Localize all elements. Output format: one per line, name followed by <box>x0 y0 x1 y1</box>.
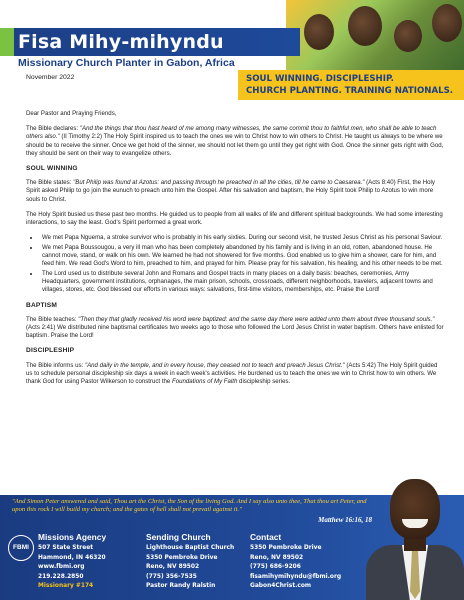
missionary-name-title: Fisa Mihy-mihyndu <box>18 31 224 53</box>
disc-book-title: Foundations of My Faith <box>171 378 238 386</box>
missions-agency-title: Missions Agency <box>38 532 107 542</box>
contact-website-link[interactable]: Gabon4Christ.com <box>250 583 312 590</box>
footer-verse: "And Simon Peter answered and said, Thou art the Christ, the Son of the living God. And I say also unto thee, That thou art Peter, and upon this rock I will build my church; and the gates of hell shall not prevail against it." <box>12 498 367 514</box>
section-heading-discipleship: DISCIPLESHIP <box>26 347 75 355</box>
disc-lead: The Bible informs us: <box>26 361 85 369</box>
intro-paragraph <box>26 125 444 158</box>
disc-rest: (Acts 5:42) The Holy Spirit guided us to schedule personal discipleship six days a week in each week's activities. He burdened us to teach the ones we win to Christ how to win others. We thank God for using Pastor Wilkerson to construct the <box>26 361 438 386</box>
sending-address-line: 5350 Pembroke Drive <box>146 554 218 561</box>
list-item: • We met Papa Boussougou, a very ill man who has been completely abandoned by his family and is living in an old, rotten, abandoned house. He cannot move, stand, or walk on his own. We learned he had not showered for five months. God enabled us to give him a shower, care for him, and feed him. We read God's Word to him, preached to him, and prayed for him. Please pray for his salvation, his healing, and his other needs to be met. <box>40 244 444 269</box>
soul-winning-paragraph <box>26 179 444 204</box>
missions-city-line: Hammond, IN 46320 <box>38 554 106 561</box>
soul-lead: The Bible states: <box>26 179 74 187</box>
missions-phone: 219.228.2850 <box>38 573 84 580</box>
footer-missions-agency <box>38 532 106 592</box>
soul-winning-paragraph-2: The Holy Spirit busied us these past two months. He guided us to people from all walks of life and different spiritual backgrounds. We had some interesting interactions, to say the least. God's Spirit performed a great work. <box>26 210 443 227</box>
missions-address-line: 507 State Street <box>38 545 94 551</box>
footer-contact <box>250 532 341 592</box>
section-heading-baptism: BAPTISM <box>26 301 58 309</box>
footer-sending-church <box>146 532 234 592</box>
intro-lead: The Bible declares: <box>26 125 80 133</box>
discipleship-paragraph <box>26 362 444 387</box>
sending-pastor: Pastor Randy Ralstin <box>146 583 216 590</box>
missionary-subtitle: Missionary Church Planter in Gabon, Africa <box>18 57 235 69</box>
slogan-line-2: CHURCH PLANTING. TRAINING NATIONALS. <box>246 86 454 96</box>
slogan-line-1: SOUL WINNING. DISCIPLESHIP. <box>246 74 394 84</box>
soul-rest: (Acts 8:40) First, the Holy Spirit asked Philip to go join the eunuch to preach unto him the Gospel. After his salvation and baptism, the Holy Spirit took Philip to Azotus to win more souls to Christ. <box>26 179 435 203</box>
sending-church-title: Sending Church <box>146 532 211 542</box>
newsletter-header <box>0 0 464 98</box>
soul-winning-list <box>40 234 444 294</box>
missions-website-link[interactable]: www.fbmi.org <box>38 564 85 571</box>
contact-email-link[interactable]: fisamihymihyndu@fbmi.org <box>250 573 342 580</box>
contact-title: Contact <box>250 532 282 542</box>
greeting: Dear Pastor and Praying Friends, <box>26 110 117 117</box>
intro-quote: "And the things that thou hast heard of me among many witnesses, the same commit thou to faithful men, who shall be able to teach others also." <box>26 125 437 141</box>
fbmi-logo: FBMI <box>8 535 34 561</box>
list-item: • The Lord used us to distribute several John and Romans and Gospel tracts in many places on a daily basis: beaches, ceremonies, Army Headquarters, government institutions, orphanages, the main prison, schools, crossroads, different neighborhoods, travelers, adjacent towns and villages, stores, etc. God blessed our efforts in various ways: salvations, first-time visitors, memberships, etc. Praise the Lord! <box>40 270 444 295</box>
missionary-number: Missionary #174 <box>38 583 94 590</box>
missionary-portrait <box>366 475 464 600</box>
sending-phone: (775) 356-7535 <box>146 573 197 580</box>
baptism-lead: The Bible teaches: <box>26 315 79 323</box>
letter-body <box>26 110 444 393</box>
contact-phone: (775) 686-9206 <box>250 564 301 571</box>
contact-address-line: 5350 Pembroke Drive <box>250 545 322 551</box>
disc-quote: "And daily in the temple, and in every house, they ceased not to teach and preach Jesus Christ." <box>84 361 345 369</box>
section-heading-soul-winning: SOUL WINNING <box>26 165 78 173</box>
contact-city-line: Reno, NV 89502 <box>250 554 304 561</box>
sending-city-line: Reno, NV 89502 <box>146 564 200 571</box>
list-item: • We met Papa Nguema, a stroke survivor who is probably in his early sixties. During our second visit, he trusted Jesus Christ as his personal Saviour. <box>40 234 444 242</box>
baptism-paragraph <box>26 316 444 341</box>
sending-church-name: Lighthouse Baptist Church <box>146 545 235 551</box>
title-accent-bar <box>0 28 14 56</box>
header-photo-collage <box>286 0 464 72</box>
intro-rest: (II Timothy 2:2) The Holy Spirit inspired us to teach the ones we win to Christ how to win others to Christ. He taught us always to be where we should be to receive the sinner. Once we get hold of the sinner, we should not let them go until they get right with God. Once the sinner gets right with God, they should be sent on their way to evangelize others. <box>26 133 444 157</box>
baptism-rest: (Acts 2:41) We distributed nine baptismal certificates two weeks ago to those who followed the Lord Jesus Christ in water baptism. Others have enlisted for baptism. Praise the Lord! <box>26 324 444 340</box>
disc-end: discipleship series. <box>237 378 291 386</box>
baptism-quote: "Then they that gladly received his word were baptized: and the same day there were added unto them about three thousand souls." <box>78 315 435 323</box>
newsletter-date: November 2022 <box>26 74 75 81</box>
footer-verse-reference: Matthew 16:16, 18 <box>318 516 372 524</box>
soul-quote: "But Philip was found at Azotus: and passing through he preached in all the cities, till he came to Caesarea." <box>73 179 365 187</box>
ministry-slogan-box <box>238 70 464 100</box>
